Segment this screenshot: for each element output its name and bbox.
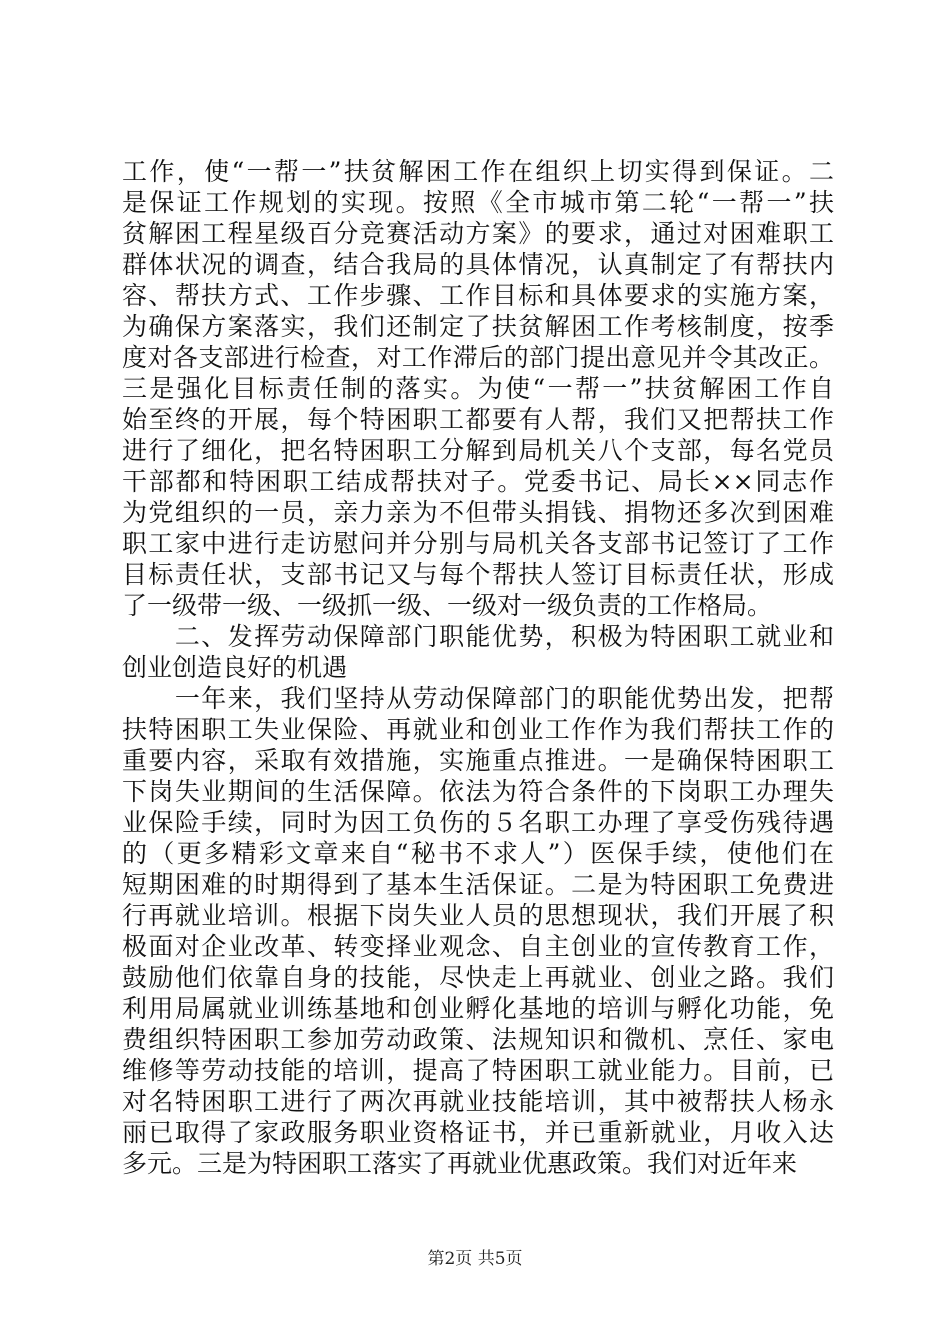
- body-text: [122, 156, 834, 1179]
- text-line: 干部都和特困职工结成帮扶对子。党委书记、局长××同志作: [122, 467, 834, 496]
- text-line: 利用局属就业训练基地和创业孵化基地的培训与孵化功能，免: [122, 994, 834, 1023]
- text-line: 为党组织的一员，亲力亲为不但带头捐钱、捐物还多次到困难: [122, 498, 834, 527]
- text-line: 下岗失业期间的生活保障。依法为符合条件的下岗职工办理失: [122, 777, 834, 806]
- text-line: 的（更多精彩文章来自“秘书不求人”）医保手续，使他们在: [122, 839, 834, 868]
- text-line: 度对各支部进行检查，对工作滞后的部门提出意见并令其改正。: [122, 343, 834, 372]
- text-line: 极面对企业改革、转变择业观念、自主创业的宣传教育工作，: [122, 932, 834, 961]
- text-line: 贫解困工程星级百分竞赛活动方案》的要求，通过对困难职工: [122, 219, 834, 248]
- text-line: 为确保方案落实，我们还制定了扶贫解困工作考核制度，按季: [122, 312, 834, 341]
- text-line: 容、帮扶方式、工作步骤、工作目标和具体要求的实施方案，: [122, 281, 834, 310]
- text-line: 业保险手续，同时为因工负伤的５名职工办理了享受伤残待遇: [122, 808, 834, 837]
- text-line: 是保证工作规划的实现。按照《全市城市第二轮“一帮一”扶: [122, 188, 834, 217]
- page-footer: 第2页 共5页: [427, 1249, 523, 1269]
- text-line: 多元。三是为特困职工落实了再就业优惠政策。我们对近年来: [122, 1149, 798, 1178]
- text-line: 了一级带一级、一级抓一级、一级对一级负责的工作格局。: [122, 591, 773, 620]
- text-line: 一年来，我们坚持从劳动保障部门的职能优势出发，把帮: [122, 684, 834, 713]
- text-line: 短期困难的时期得到了基本生活保证。二是为特困职工免费进: [122, 870, 834, 899]
- text-line: 目标责任状，支部书记又与每个帮扶人签订目标责任状，形成: [122, 560, 834, 589]
- text-line: 对名特困职工进行了两次再就业技能培训，其中被帮扶人杨永: [122, 1087, 834, 1116]
- text-line: 群体状况的调查，结合我局的具体情况，认真制定了有帮扶内: [122, 250, 834, 279]
- text-line: 工作，使“一帮一”扶贫解困工作在组织上切实得到保证。二: [122, 157, 834, 186]
- text-line: 行再就业培训。根据下岗失业人员的思想现状，我们开展了积: [122, 901, 834, 930]
- text-line: 二、发挥劳动保障部门职能优势，积极为特困职工就业和: [122, 622, 834, 651]
- text-line: 重要内容，采取有效措施，实施重点推进。一是确保特困职工: [122, 746, 834, 775]
- text-line: 始至终的开展，每个特困职工都要有人帮，我们又把帮扶工作: [122, 405, 834, 434]
- text-line: 职工家中进行走访慰问并分别与局机关各支部书记签订了工作: [122, 529, 834, 558]
- text-line: 扶特困职工失业保险、再就业和创业工作作为我们帮扶工作的: [122, 715, 834, 744]
- text-line: 维修等劳动技能的培训，提高了特困职工就业能力。目前，已: [122, 1056, 834, 1085]
- text-line: 创业创造良好的机遇: [122, 653, 348, 682]
- text-line: 费组织特困职工参加劳动政策、法规知识和微机、烹任、家电: [122, 1025, 834, 1054]
- text-line: 鼓励他们依靠自身的技能，尽快走上再就业、创业之路。我们: [122, 963, 834, 992]
- text-line: 丽已取得了家政服务职业资格证书，并已重新就业，月收入达: [122, 1118, 834, 1147]
- text-line: 三是强化目标责任制的落实。为使“一帮一”扶贫解困工作自: [122, 374, 834, 403]
- text-line: 进行了细化，把名特困职工分解到局机关八个支部，每名党员: [122, 436, 834, 465]
